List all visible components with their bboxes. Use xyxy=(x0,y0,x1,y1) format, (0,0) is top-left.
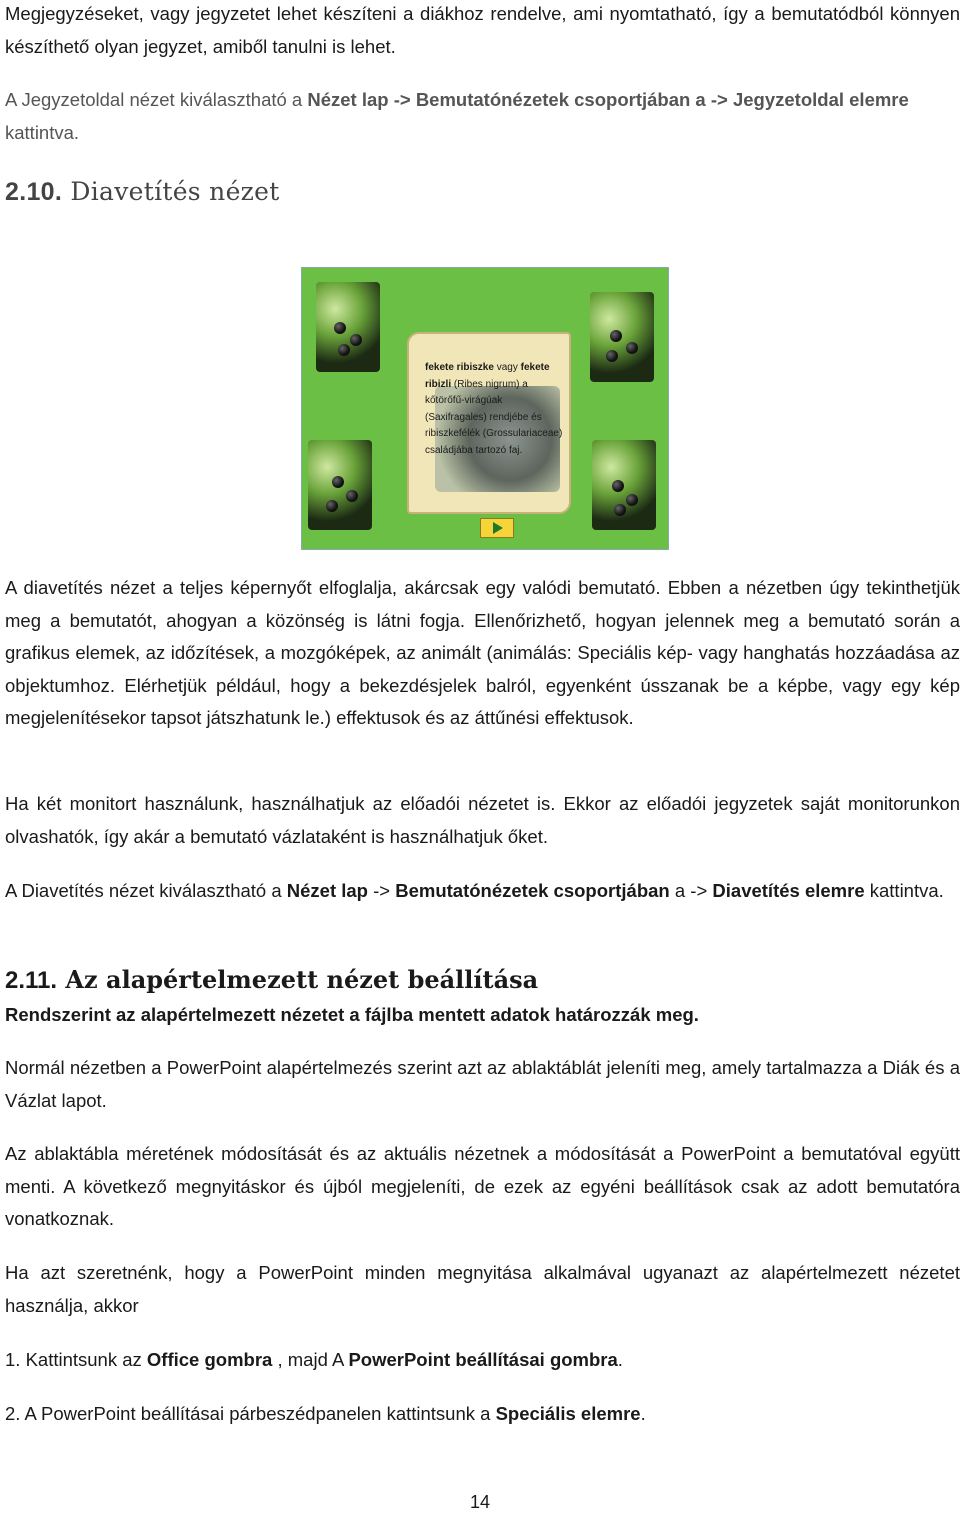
notes-view-paragraph: A Jegyzetoldal nézet kiválasztható a Nézet lap -> Bemutatónézetek csoportjában a -> Jegyzetoldal elemre kattintva. xyxy=(5,89,909,143)
intro-paragraph: Megjegyzéseket, vagy jegyzetet lehet készíteni a diákhoz rendelve, ami nyomtatható, így a bemutatódból könnyen készíthető olyan jegyzet, amiből tanulni is lehet. xyxy=(5,3,960,57)
slide-scroll xyxy=(407,332,571,514)
slideshow-paragraph: A diavetítés nézet a teljes képernyőt elfoglalja, akárcsak egy valódi bemutató. Ebben a nézetben úgy tekinthetjük meg a bemutatót, ahogyan a közönség is látni fogja. Ellenőrizhető, hogyan jelennek meg a bemutató során a grafikus elemek, az időzítések, a mozgóképek, az animált (animálás: Speciális kép- vagy hanghatás hozzáadása az objektumhoz. Elérhetjük például, hogy a bekezdésjelek balról, egyenként ússzanak be a képbe, vagy egy kép megjelenítésekor tapsot játszhatunk le.) effektusok és az áttűnési effektusok. xyxy=(5,577,960,728)
bold-statement: Rendszerint az alapértelmezett nézetet a fájlba mentett adatok határozzák meg. xyxy=(5,1004,699,1025)
normal-view-paragraph: Normál nézetben a PowerPoint alapértelmezés szerint azt az ablaktáblát jeleníti meg, amely tartalmazza a Diák és a Vázlat lapot. xyxy=(5,1057,960,1111)
page-number: 14 xyxy=(469,1492,491,1512)
berry-photo xyxy=(308,440,372,530)
step-1: 1. Kattintsunk az Office gombra , majd A PowerPoint beállításai gombra. xyxy=(5,1349,623,1370)
pane-size-paragraph: Az ablaktábla méretének módosítását és az aktuális nézetnek a módosítását a PowerPoint a bemutatóval együtt menti. A következő megnyitáskor és újból megjeleníti, de ezek az egyéni beállítások csak az adott bemutatóra vonatkoznak. xyxy=(5,1143,960,1229)
section-heading-2-11: 2.11. Az alapértelmezett nézet beállítása xyxy=(5,965,539,994)
berry-photo xyxy=(592,440,656,530)
default-view-paragraph: Ha azt szeretnénk, hogy a PowerPoint minden megnyitása alkalmával ugyanazt az alapértelmezett nézetet használja, akkor xyxy=(5,1262,960,1316)
berry-photo xyxy=(316,282,380,372)
slide-text: fekete ribiszke vagy fekete ribizli (Ribes nigrum) a kőtörőfű-virágúak (Saxifragales) rendjébe és ribiszkefélék (Grossulariaceae) családjába tartozó faj. xyxy=(425,362,563,456)
play-arrow-icon[interactable] xyxy=(480,518,514,538)
berry-photo xyxy=(590,292,654,382)
slideshow-select-paragraph: A Diavetítés nézet kiválasztható a Nézet lap -> Bemutatónézetek csoportjában a -> Diavetítés elemre kattintva. xyxy=(5,880,944,901)
slideshow-figure xyxy=(302,268,668,549)
presenter-view-paragraph: Ha két monitort használunk, használhatjuk az előadói nézetet is. Ekkor az előadói jegyzetek saját monitorunkon olvashatók, így akár a bemutató vázlataként is használhatjuk őket. xyxy=(5,793,960,847)
section-heading-2-10: 2.10. Diavetítés nézet xyxy=(5,177,280,206)
step-2: 2. A PowerPoint beállításai párbeszédpanelen kattintsunk a Speciális elemre. xyxy=(5,1403,646,1424)
